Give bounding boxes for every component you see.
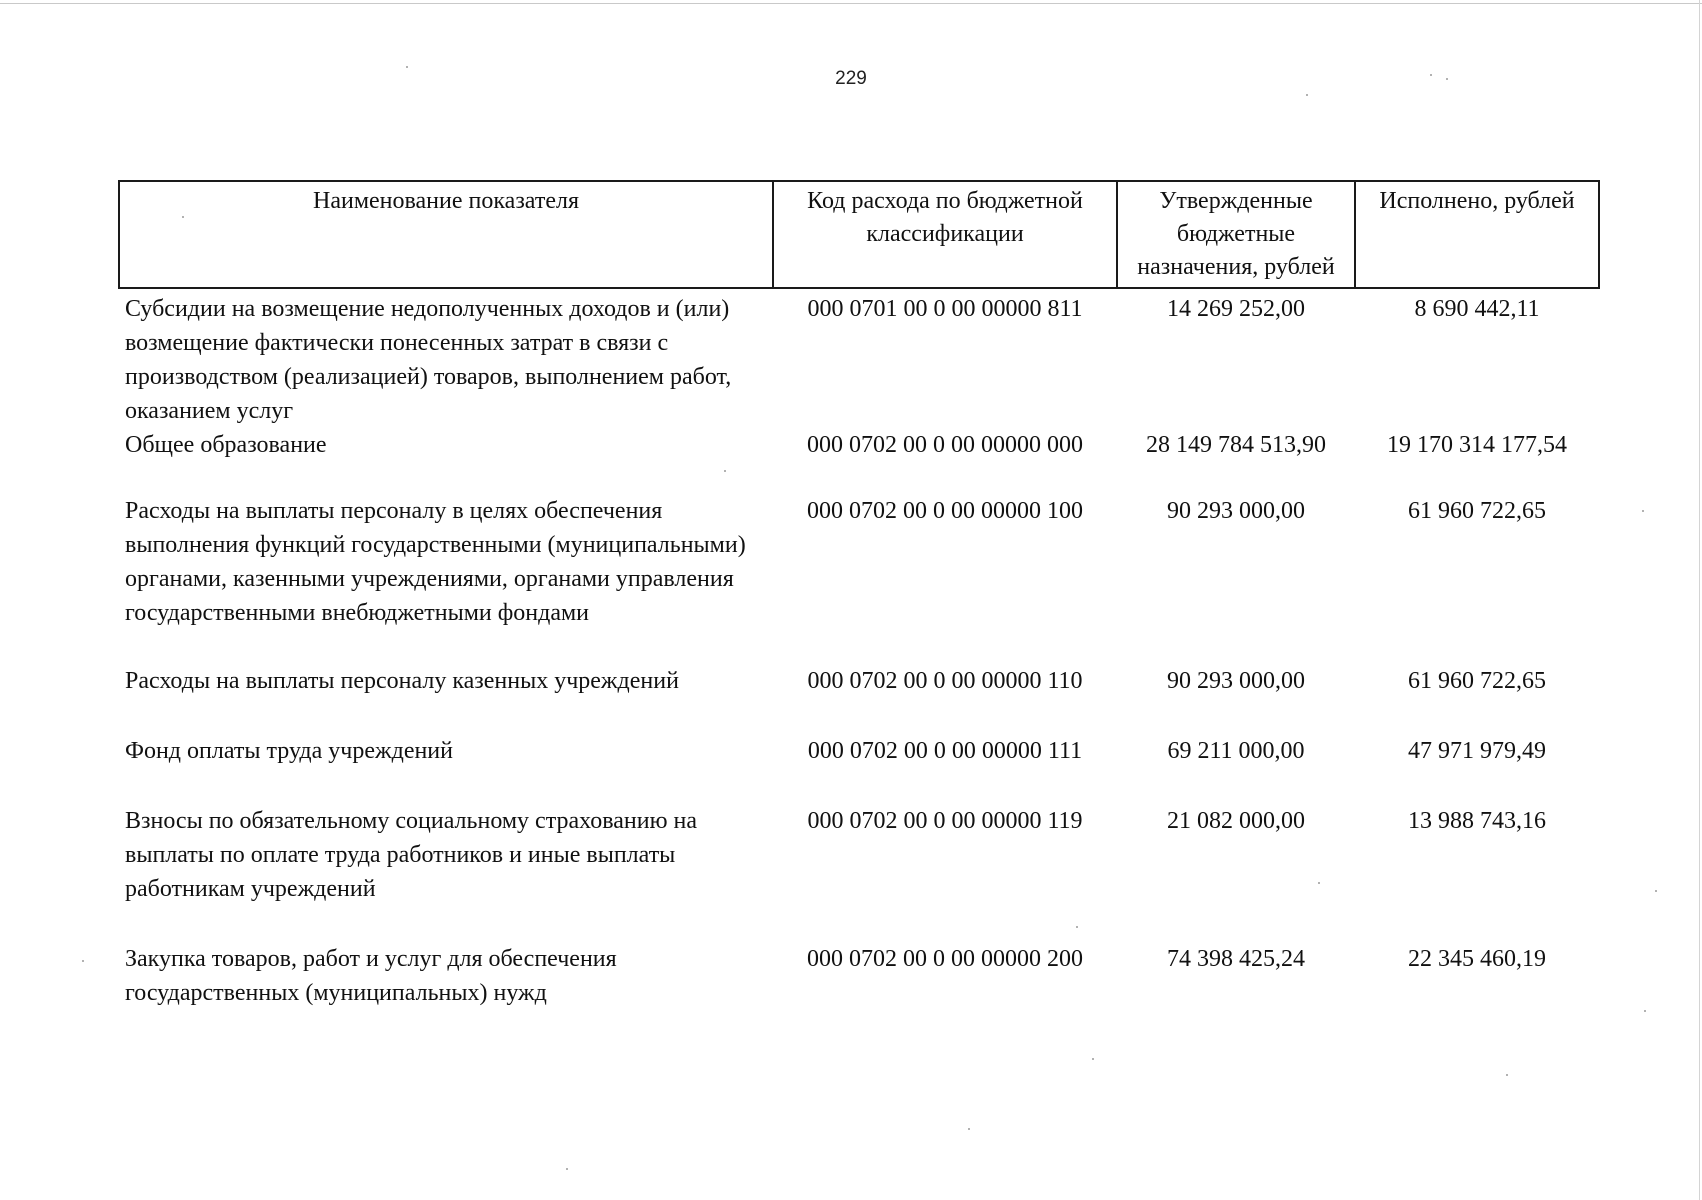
row-executed: 22 345 460,19: [1408, 946, 1546, 972]
scan-speck: [406, 66, 408, 68]
row-executed: 47 971 979,49: [1408, 738, 1546, 764]
scan-speck: [724, 470, 726, 472]
scan-speck: [1506, 1074, 1508, 1076]
scan-speck: [1306, 94, 1308, 96]
scan-speck: [1642, 510, 1644, 512]
scan-speck: [1655, 890, 1657, 892]
table-row: [119, 664, 1599, 734]
row-approved: 90 293 000,00: [1167, 498, 1305, 524]
row-code: 000 0702 00 0 00 00000 119: [807, 808, 1083, 834]
page-number: 229: [835, 68, 867, 89]
scan-speck: [182, 216, 184, 218]
header-indicator-name: Наименование показателя: [119, 181, 773, 288]
row-code: 000 0702 00 0 00 00000 000: [807, 432, 1083, 458]
row-name: Общее образование: [125, 432, 327, 458]
table-row: [119, 804, 1599, 942]
header-expense-code: Код расхода по бюджетной классификации: [773, 181, 1117, 288]
header-row: [119, 181, 1599, 288]
budget-table: [118, 180, 1600, 1022]
row-name: Закупка товаров, работ и услуг для обеспечения государственных (муниципальных) нужд: [125, 946, 617, 1006]
table-header: [119, 181, 1599, 288]
scan-edge-right: [1699, 0, 1700, 1200]
row-executed: 19 170 314 177,54: [1387, 432, 1567, 458]
row-executed: 61 960 722,65: [1408, 668, 1546, 694]
header-approved-amount: Утвержденные бюджетные назначения, рублей: [1117, 181, 1355, 288]
row-executed: 13 988 743,16: [1408, 808, 1546, 834]
row-name: Фонд оплаты труда учреждений: [125, 738, 453, 764]
row-code: 000 0702 00 0 00 00000 100: [807, 498, 1083, 524]
scan-speck: [1446, 78, 1448, 80]
scan-speck: [1430, 74, 1432, 76]
table-body: [119, 288, 1599, 1022]
row-name: Субсидии на возмещение недополученных доходов и (или) возмещение фактически понесенных затрат в связи с производством (реализацией) товаров, выполнением работ, оказанием услуг: [125, 296, 732, 424]
row-name: Расходы на выплаты персоналу в целях обеспечения выполнения функций государственными (муниципальными) органами, казенными учреждениями, органами управления государственными внебюджетными фондами: [125, 498, 746, 626]
row-name: Взносы по обязательному социальному страхованию на выплаты по оплате труда работников и иные выплаты работникам учреждений: [125, 808, 698, 902]
header-executed-amount: Исполнено, рублей: [1355, 181, 1599, 288]
row-approved: 69 211 000,00: [1167, 738, 1305, 764]
row-executed: 8 690 442,11: [1414, 296, 1540, 322]
row-code: 000 0702 00 0 00 00000 200: [807, 946, 1083, 972]
table-row: [119, 428, 1599, 494]
scan-speck: [566, 1168, 568, 1170]
row-approved: 14 269 252,00: [1167, 296, 1305, 322]
row-name: Расходы на выплаты персоналу казенных учреждений: [125, 668, 679, 694]
table-row: [119, 494, 1599, 664]
scan-speck: [1076, 926, 1078, 928]
row-code: 000 0702 00 0 00 00000 111: [807, 738, 1083, 764]
scan-edge-top: [0, 3, 1702, 4]
scan-speck: [968, 1128, 970, 1130]
row-approved: 28 149 784 513,90: [1146, 432, 1326, 458]
row-code: 000 0702 00 0 00 00000 110: [807, 668, 1083, 694]
row-code: 000 0701 00 0 00 00000 811: [807, 296, 1083, 322]
scan-speck: [82, 960, 84, 962]
table-row: [119, 942, 1599, 1022]
row-approved: 74 398 425,24: [1167, 946, 1305, 972]
scan-speck: [1318, 882, 1320, 884]
scan-speck: [1644, 1010, 1646, 1012]
row-approved: 90 293 000,00: [1167, 668, 1305, 694]
row-executed: 61 960 722,65: [1408, 498, 1546, 524]
scan-speck: [1092, 1058, 1094, 1060]
table-row: [119, 288, 1599, 428]
row-approved: 21 082 000,00: [1167, 808, 1305, 834]
table-row: [119, 734, 1599, 804]
